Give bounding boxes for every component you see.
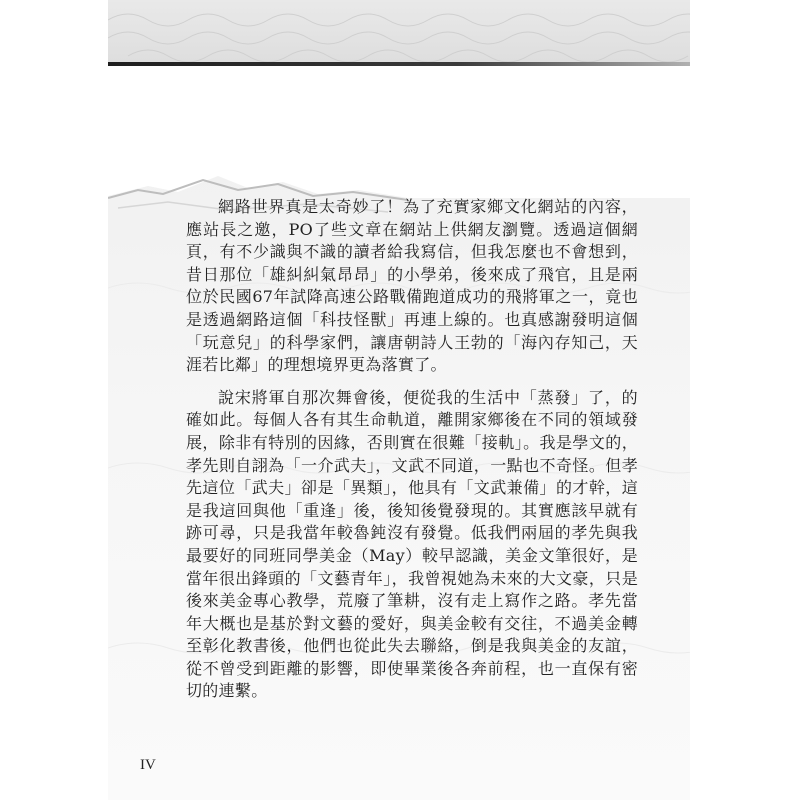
header-decoration-band [108,0,690,62]
cloud-pattern-icon [108,0,690,62]
paragraph-2: 說宋將軍自那次舞會後，便從我的生活中「蒸發」了，的確如此。每個人各有其生命軌道，離開家鄉後在不同的領域發展，除非有特別的因緣，否則實在很難「接軌」。我是學文的，孝先則自詡為「一介武夫」，文武不同道，一點也不奇怪。但孝先這位「武夫」卻是「異類」，他具有「文武兼備」的才幹，這是我這回與他「重逢」後，後知後覺發現的。其實應該早就有跡可尋，只是我當年較魯鈍沒有發覺。低我們兩屆的孝先與我最要好的同班同學美金（May）較早認識，美金文筆很好，是當年很出鋒頭的「文藝青年」，我曾視她為未來的大文豪，只是後來美金專心教學，荒廢了筆耕，沒有走上寫作之路。孝先當年大概也是基於對文藝的愛好，與美金較有交往，不過美金轉至彰化教書後，他們也從此失去聯絡，倒是我與美金的友誼，從不曾受到距離的影響，即使畢業後各奔前程，也一直保有密切的連繫。 [186,387,638,701]
article-body [186,196,638,713]
page-number: IV [140,757,156,773]
paragraph-1: 網路世界真是太奇妙了！為了充實家鄉文化網站的內容，應站長之邀，PO了些文章在網站上供網友瀏覽。透過這個網頁，有不少識與不識的讀者給我寫信，但我怎麼也不會想到，昔日那位「雄糾糾氣昂昂」的小學弟，後來成了飛官，且是兩位於民國67年試降高速公路戰備跑道成功的飛將軍之一，竟也是透過網路這個「科技怪獸」再連上線的。也真感謝發明這個「玩意兒」的科學家們，讓唐朝詩人王勃的「海內存知己，天涯若比鄰」的理想境界更為落實了。 [186,197,638,375]
header-rule [108,62,690,66]
